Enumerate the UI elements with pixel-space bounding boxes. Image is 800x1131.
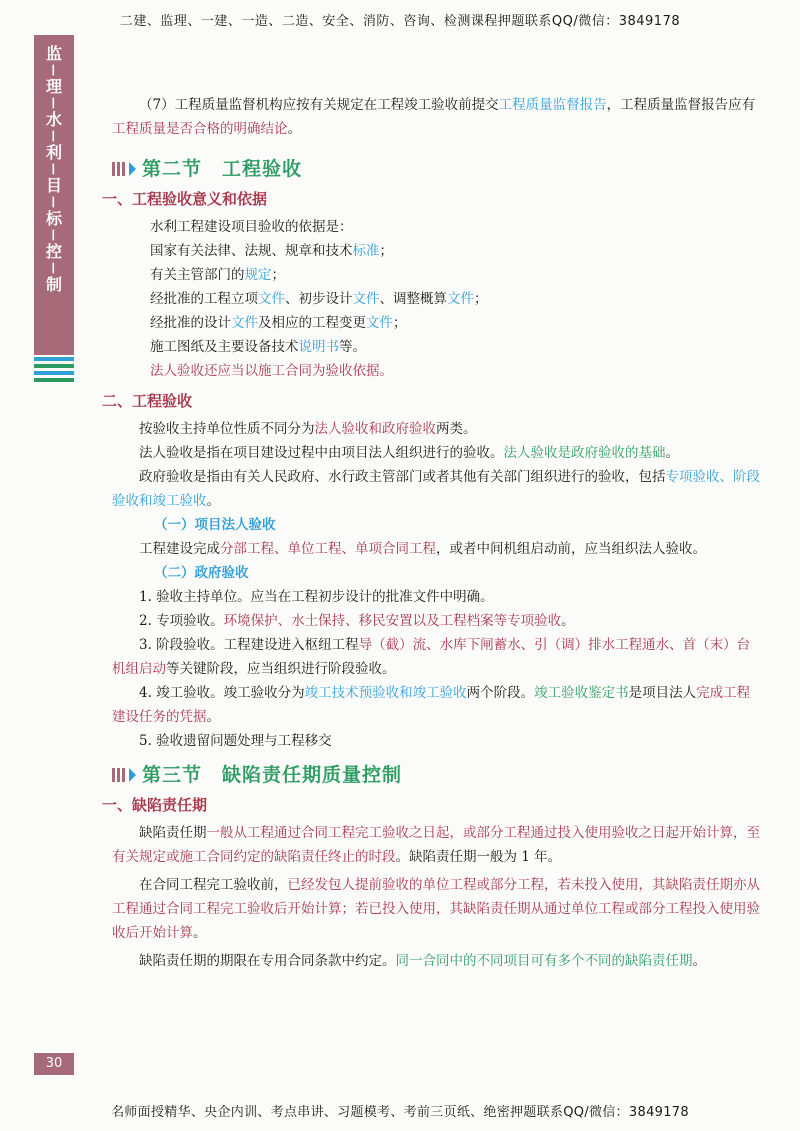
highlight: 导（截）流、水库下闸蓄水、引（调）排水工程通水、首（末）台机组启动 [112, 637, 751, 677]
side-title [34, 45, 74, 293]
text: 经批准的工程立项 [150, 291, 258, 307]
subsection-heading: 一、缺陷责任期 [102, 796, 208, 814]
text: 在合同工程完工验收前， [139, 877, 288, 893]
paragraph [112, 465, 762, 513]
side-separator: — [47, 163, 61, 175]
text: ； [474, 291, 488, 307]
list-item: 5. 验收遗留问题处理与工程移交 [139, 733, 332, 749]
text: 。 [692, 953, 706, 969]
highlight: 规定 [244, 267, 272, 283]
highlight: 专项验收、阶段验收和竣工验收 [112, 469, 760, 509]
stripe [34, 364, 74, 368]
paragraph: 水利工程建设项目验收的依据是： [150, 219, 353, 235]
stripe [34, 357, 74, 361]
side-char: 水 [45, 110, 62, 129]
side-separator: — [47, 64, 61, 76]
stripe [34, 378, 74, 382]
highlight: 一般从工程通过合同工程完工验收之日起，或部分工程通过投入使用验收之日起开始计算，至有关规定或施工合同约定的缺陷责任终止的时段 [112, 825, 760, 865]
text: （7）工程质量监督机构应按有关规定在工程竣工验收前提交 [139, 97, 499, 113]
section-bars-icon [112, 768, 136, 782]
section-heading [112, 763, 762, 787]
highlight: 说明书 [298, 339, 339, 355]
text: 。 [561, 613, 575, 629]
side-char: 理 [45, 77, 62, 96]
list-item [112, 609, 762, 633]
paragraph [112, 263, 762, 287]
side-char: 目 [45, 176, 62, 195]
subsection-heading: 二、工程验收 [102, 392, 193, 410]
paragraph [112, 949, 762, 973]
text: 等。 [339, 339, 366, 355]
paragraph [112, 417, 762, 441]
list-item: 1. 验收主持单位。应当在工程初步设计的批准文件中明确。 [139, 589, 494, 605]
side-char: 监 [45, 44, 62, 63]
highlight: 同一合同中的不同项目可有多个不同的缺陷责任期 [395, 953, 693, 969]
paragraph [112, 335, 762, 359]
paragraph [112, 287, 762, 311]
highlight: 文件 [231, 315, 258, 331]
page-content [102, 93, 762, 973]
text: ； [379, 243, 393, 259]
bottom-banner: 名师面授精华、央企内训、考点串讲、习题模考、考前三页纸、绝密押题联系QQ/微信：3849178 [111, 1105, 689, 1120]
text: 2. 专项验收。 [139, 613, 224, 629]
section-title: 第二节 工程验收 [142, 158, 303, 180]
section-title: 第三节 缺陷责任期质量控制 [142, 764, 403, 786]
top-banner: 二建、监理、一建、一造、二造、安全、消防、咨询、检测课程押题联系QQ/微信：3849178 [119, 14, 681, 29]
list-item [112, 633, 762, 681]
highlight: 标准 [352, 243, 380, 259]
paragraph [112, 821, 762, 869]
subsection-heading: 一、工程验收意义和依据 [102, 190, 268, 208]
text: 政府验收是指由有关人民政府、水行政主管部门或者其他有关部门组织进行的验收，包括 [139, 469, 666, 485]
minor-heading: （二）政府验收 [154, 565, 249, 581]
text: 。 [287, 121, 301, 137]
text: 缺陷责任期的期限在专用合同条款中约定。 [139, 953, 396, 969]
text: 3. 阶段验收。工程建设进入枢纽工程 [139, 637, 359, 653]
side-char: 制 [45, 275, 62, 294]
text: 按验收主持单位性质不同分为 [139, 421, 315, 437]
side-char: 标 [45, 209, 62, 228]
paragraph [112, 537, 762, 561]
text: 两个阶段。 [466, 685, 535, 701]
text: 有关主管部门的 [150, 267, 245, 283]
text: 及相应的工程变更 [258, 315, 366, 331]
list-item [112, 681, 762, 729]
stripe [34, 371, 74, 375]
highlight: 文件 [352, 291, 380, 307]
side-separator: — [47, 196, 61, 208]
text: 经批准的设计 [150, 315, 231, 331]
highlight: 环境保护、水土保持、移民安置以及工程档案等专项验收 [223, 613, 562, 629]
side-separator: — [47, 97, 61, 109]
text: 。 [206, 493, 220, 509]
paragraph: 法人验收还应当以施工合同为验收依据。 [150, 363, 393, 379]
text: 。 [193, 925, 207, 941]
paragraph [112, 311, 762, 335]
text: 、初步设计 [285, 291, 353, 307]
highlight: 文件 [447, 291, 474, 307]
text: ； [271, 267, 285, 283]
highlight: 竣工验收鉴定书 [534, 685, 629, 701]
side-stripes [34, 357, 74, 385]
highlight: 法人验收是政府验收的基础 [503, 445, 666, 461]
text: 施工图纸及主要设备技术 [150, 339, 299, 355]
highlight: 文件 [258, 291, 285, 307]
text: 国家有关法律、法规、规章和技术 [150, 243, 353, 259]
side-separator: — [47, 262, 61, 274]
text: 法人验收是指在项目建设过程中由项目法人组织进行的验收。 [139, 445, 504, 461]
highlight: 竣工技术预验收和竣工验收 [304, 685, 467, 701]
page-number: 30 [34, 1053, 74, 1075]
highlight: 工程质量是否合格的明确结论 [112, 121, 288, 137]
highlight: 工程质量监督报告 [498, 97, 607, 113]
text: 缺陷责任期 [139, 825, 207, 841]
text: 。 [206, 709, 220, 725]
text: 两类。 [436, 421, 477, 437]
text: ，工程质量监督报告应有 [606, 97, 756, 113]
text: 工程建设完成 [139, 541, 220, 557]
intro-paragraph [112, 93, 762, 141]
paragraph [112, 239, 762, 263]
text: 。缺陷责任期一般为 1 年。 [395, 849, 562, 865]
text: 。 [665, 445, 679, 461]
text: ，或者中间机组启动前，应当组织法人验收。 [436, 541, 706, 557]
side-separator: — [47, 229, 61, 241]
highlight: 已经发包人提前验收的单位工程或部分工程，若未投入使用，其缺陷责任期亦从工程通过合同工程完工验收后开始计算；若已投入使用，其缺陷责任期从通过单位工程或部分工程投入使用验收后开始计算 [112, 877, 760, 941]
text: 等关键阶段，应当组织进行阶段验收。 [166, 661, 396, 677]
section-bars-icon [112, 162, 136, 176]
text: 是项目法人 [628, 685, 697, 701]
text: ； [393, 315, 407, 331]
paragraph [112, 873, 762, 945]
side-char: 利 [45, 143, 62, 162]
paragraph [112, 441, 762, 465]
side-separator: — [47, 130, 61, 142]
highlight: 分部工程、单位工程、单项合同工程 [220, 541, 436, 557]
highlight: 文件 [366, 315, 393, 331]
text: 4. 竣工验收。竣工验收分为 [139, 685, 305, 701]
text: 、调整概算 [379, 291, 447, 307]
side-char: 控 [45, 242, 62, 261]
section-heading [112, 157, 762, 181]
minor-heading: （一）项目法人验收 [154, 517, 276, 533]
highlight: 完成工程建设任务的凭据 [112, 685, 751, 725]
highlight: 法人验收和政府验收 [314, 421, 436, 437]
